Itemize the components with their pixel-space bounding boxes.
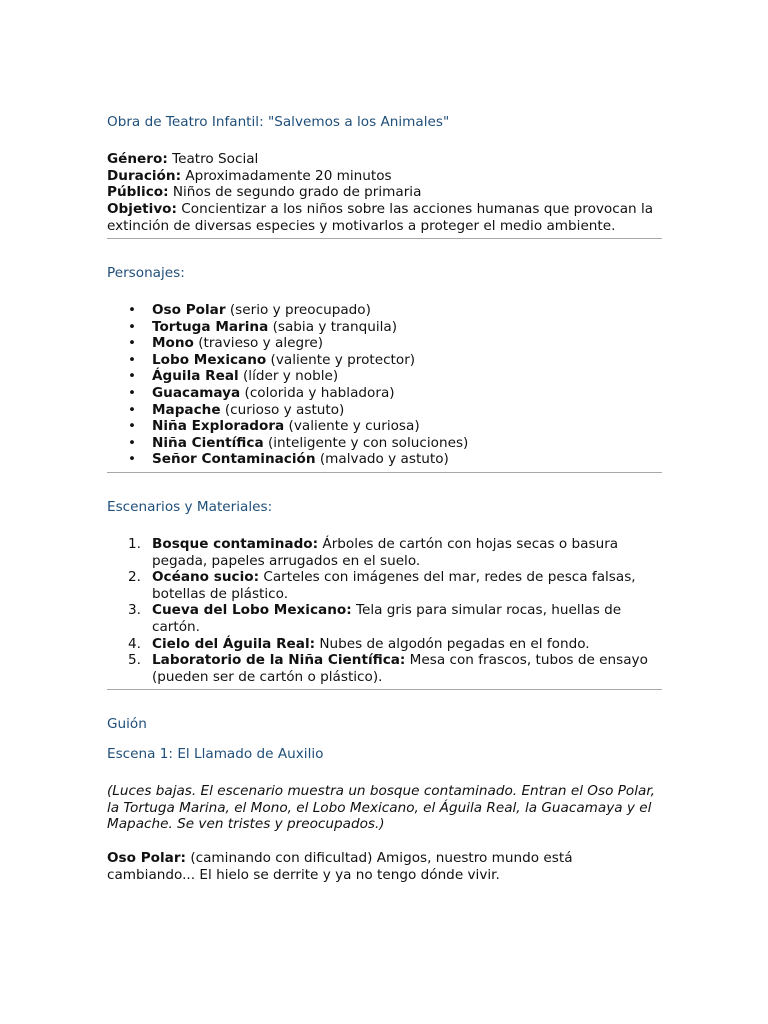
- play-title: Obra de Teatro Infantil: "Salvemos a los Animales": [107, 114, 450, 130]
- characters-heading: Personajes:: [107, 265, 185, 281]
- set-name: Cueva del Lobo Mexicano:: [152, 602, 352, 619]
- list-item: [107, 536, 662, 569]
- list-item: [107, 335, 662, 352]
- info-objective: [107, 201, 662, 234]
- item-number: 2.: [128, 569, 141, 586]
- info-duration-label: Duración:: [107, 167, 182, 184]
- item-number: 4.: [128, 635, 141, 652]
- info-genre: [107, 151, 662, 168]
- list-item: [107, 402, 662, 419]
- bullet: •: [128, 368, 137, 385]
- character-desc: (inteligente y con soluciones): [263, 434, 469, 451]
- character-desc: (curioso y astuto): [220, 401, 345, 418]
- character-name: Tortuga Marina: [152, 318, 269, 335]
- scene-heading: Escena 1: El Llamado de Auxilio: [107, 746, 324, 762]
- set-name: Océano sucio:: [152, 569, 260, 586]
- play-info: [107, 151, 662, 235]
- character-name: Señor Contaminación: [152, 451, 316, 468]
- bullet: •: [128, 351, 137, 368]
- list-item: [107, 368, 662, 385]
- character-name: Niña Exploradora: [152, 418, 285, 435]
- bullet: •: [128, 335, 137, 352]
- info-duration: [107, 168, 662, 185]
- info-objective-value: Concientizar a los niños sobre las acciones humanas que provocan la extinción de diversas especies y motivarlos a proteger el medio ambiente.: [107, 201, 654, 234]
- info-genre-label: Género:: [107, 151, 168, 167]
- set-name: Bosque contaminado:: [152, 536, 319, 552]
- character-name: Mapache: [152, 401, 221, 418]
- info-objective-label: Objetivo:: [107, 201, 177, 218]
- item-number: 1.: [128, 536, 141, 552]
- character-desc: (malvado y astuto): [315, 451, 449, 468]
- info-audience-value: Niños de segundo grado de primaria: [168, 184, 422, 201]
- list-item: [107, 319, 662, 336]
- list-item: [107, 302, 662, 319]
- list-item: [107, 385, 662, 402]
- character-desc: (valiente y curiosa): [284, 418, 420, 435]
- bullet: •: [128, 318, 137, 335]
- character-name: Niña Científica: [152, 434, 264, 451]
- speaker-name: Oso Polar:: [107, 850, 186, 866]
- list-item: [107, 602, 662, 635]
- bullet: •: [128, 302, 137, 318]
- character-desc: (sabia y tranquila): [268, 318, 398, 335]
- character-desc: (serio y preocupado): [225, 302, 371, 318]
- bullet: •: [128, 384, 137, 401]
- stage-direction: (Luces bajas. El escenario muestra un bosque contaminado. Entran el Oso Polar, la Tortuga Marina, el Mono, el Lobo Mexicano, el Águila Real, la Guacamaya y el Mapache. Se ven tristes y preocupados.): [107, 783, 655, 833]
- bullet: •: [128, 451, 137, 468]
- set-name: Cielo del Águila Real:: [152, 635, 316, 652]
- divider: [107, 238, 662, 239]
- character-desc: (colorida y habladora): [240, 384, 395, 401]
- divider: [107, 472, 662, 473]
- set-desc: Carteles con imágenes del mar, redes de pesca falsas, botellas de plástico.: [152, 569, 636, 602]
- set-desc: Tela gris para simular rocas, huellas de cartón.: [152, 602, 622, 635]
- info-audience: [107, 184, 662, 201]
- character-name: Mono: [152, 335, 194, 352]
- character-name: Lobo Mexicano: [152, 351, 267, 368]
- list-item: [107, 636, 662, 653]
- character-desc: (líder y noble): [238, 368, 339, 385]
- set-desc: Nubes de algodón pegadas en el fondo.: [315, 635, 590, 652]
- info-duration-value: Aproximadamente 20 minutos: [181, 167, 392, 184]
- bullet: •: [128, 401, 137, 418]
- character-name: Águila Real: [152, 368, 239, 385]
- list-item: [107, 352, 662, 369]
- list-item: [107, 435, 662, 452]
- character-desc: (valiente y protector): [266, 351, 416, 368]
- bullet: •: [128, 418, 137, 435]
- character-name: Guacamaya: [152, 384, 241, 401]
- list-item: [107, 652, 662, 685]
- characters-list: [107, 302, 662, 468]
- info-audience-label: Público:: [107, 184, 169, 201]
- info-genre-value: Teatro Social: [167, 151, 259, 167]
- script-heading: Guión: [107, 716, 147, 732]
- list-item: [107, 569, 662, 602]
- sets-heading: Escenarios y Materiales:: [107, 499, 273, 515]
- bullet: •: [128, 434, 137, 451]
- dialogue-text: (caminando con dificultad) Amigos, nuestro mundo está cambiando... El hielo se derrite y ya no tengo dónde vivir.: [107, 850, 573, 883]
- item-number: 3.: [128, 602, 141, 619]
- list-item: [107, 418, 662, 435]
- character-desc: (travieso y alegre): [193, 335, 324, 352]
- list-item: [107, 451, 662, 468]
- set-name: Laboratorio de la Niña Científica:: [152, 652, 406, 669]
- set-desc: Mesa con frascos, tubos de ensayo (pueden ser de cartón o plástico).: [152, 652, 648, 685]
- dialogue-line: [107, 850, 662, 883]
- character-name: Oso Polar: [152, 302, 226, 318]
- set-desc: Árboles de cartón con hojas secas o basura pegada, papeles arrugados en el suelo.: [152, 536, 619, 569]
- item-number: 5.: [128, 652, 141, 669]
- divider: [107, 689, 662, 690]
- sets-list: [107, 536, 662, 685]
